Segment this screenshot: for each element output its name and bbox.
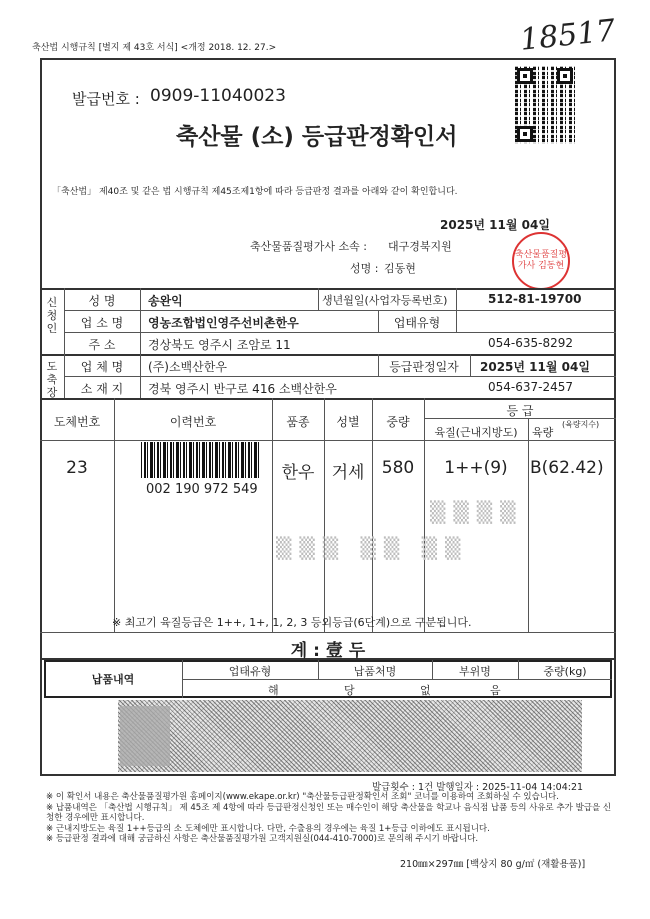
- delivery-empty-1: 해: [268, 684, 279, 697]
- delivery-label: 납품내역: [91, 673, 135, 686]
- issue-date: 2025년 11월 04일: [440, 218, 550, 232]
- evaluator-name-label: 성명 :: [350, 262, 379, 275]
- slaughterhouse-name: (주)소백산한우: [148, 360, 227, 374]
- footer-note-3: ※ 근내지방도는 육질 1++등급의 소 도체에만 표시합니다. 다만, 수출용의 경우에는 육질 1+등급 이하에도 표시됩니다.: [46, 823, 490, 834]
- security-pattern: [118, 700, 582, 772]
- official-seal: 축산물품질평가사 김동현: [512, 232, 570, 290]
- qr-code-icon: [515, 66, 575, 144]
- grade-note: ※ 최고기 육질등급은 1++, 1+, 1, 2, 3 등외등급(6단계)으로 구분됩니다.: [112, 616, 472, 629]
- company-label: 업 소 명: [80, 316, 124, 330]
- watermark-image: [120, 706, 170, 766]
- yield-grade-header: 육량: [532, 426, 554, 439]
- watermark-text-2: ▒▒▒ ▒▒ ▒▒: [276, 536, 469, 560]
- slaughterhouse-name-label: 업 체 명: [80, 360, 124, 374]
- evaluator-affiliation: 대구경북지원: [388, 240, 452, 253]
- business-type-label: 업태유형: [393, 316, 441, 330]
- weight-header: 중량: [386, 415, 410, 429]
- delivery-empty-4: 음: [490, 684, 501, 697]
- grade-header: 등 급: [506, 404, 534, 418]
- applicant-name-label: 성 명: [88, 294, 116, 308]
- trace-barcode-icon: [141, 442, 259, 478]
- footer-note-1: ※ 이 확인서 내용은 축산물품질평가원 홈페이지(www.ekape.or.kr) "축산물등급판정확인서 조회" 코너를 이용하여 조회하실 수 있습니다.: [46, 792, 559, 802]
- grade-date-label: 등급판정일자: [389, 360, 459, 374]
- sex-header: 성별: [336, 415, 360, 429]
- yield-grade: B(62.42): [530, 458, 604, 478]
- issue-info: 발급횟수 : 1건 발행일자 : 2025-11-04 14:04:21: [372, 782, 584, 793]
- watermark-text: ▒▒▒▒: [430, 500, 524, 524]
- footer-note-2: ※ 납품내역은 「축산법 시행규칙」 제 45조 제 4항에 따라 등급판정신청인 또는 매수인이 해당 축산물을 학교나 음식점 납품 등의 사유로 추가 발급을 신청한 경우에만 표시합니다.: [46, 802, 612, 823]
- carcass-number: 23: [66, 458, 88, 478]
- breed-header: 품종: [286, 415, 310, 429]
- yield-index-header: (육량지수): [562, 420, 600, 429]
- page-title: 축산물 (소) 등급판정확인서: [176, 124, 458, 150]
- delivery-header-biztype: 업태유형: [228, 665, 272, 678]
- delivery-header-destination: 납품처명: [353, 665, 397, 678]
- delivery-empty-3: 없: [420, 684, 431, 697]
- location-label: 소 재 지: [80, 382, 124, 396]
- delivery-header-part: 부위명: [459, 665, 491, 678]
- applicant-address: 경상북도 영주시 조암로 11: [148, 338, 291, 352]
- evaluator-affiliation-label: 축산물품질평가사 소속 :: [250, 240, 367, 253]
- address-label: 주 소: [88, 338, 116, 352]
- applicant-section-label: 신청인: [46, 296, 58, 335]
- quality-grade: 1++(9): [444, 458, 508, 478]
- trace-number-header: 이력번호: [169, 415, 217, 429]
- total-count: 계 : 壹 두: [290, 641, 366, 661]
- carcass-number-header: 도체번호: [53, 415, 101, 429]
- delivery-empty-2: 당: [344, 684, 355, 697]
- footer-note-4: ※ 등급판정 결과에 대해 궁금하신 사항은 축산물품질평가원 고객지원실(044-410-7000)로 문의해 주시기 바랍니다.: [46, 834, 479, 844]
- trace-number: 002 190 972 549: [146, 482, 258, 497]
- slaughterhouse-location: 경북 영주시 반구로 416 소백산한우: [148, 382, 337, 396]
- intro-text: 「축산법」 제40조 및 같은 법 시행규칙 제45조제1항에 따라 등급판정 결과를 아래와 같이 확인합니다.: [52, 187, 458, 197]
- breed: 한우: [281, 463, 315, 483]
- issue-number-label: 발급번호 :: [72, 90, 140, 108]
- applicant-business-number: 512-81-19700: [488, 292, 582, 306]
- issue-number: 0909-11040023: [150, 86, 286, 106]
- grade-date: 2025년 11월 04일: [480, 360, 590, 374]
- paper-spec: 210㎜×297㎜ [백상지 80 g/㎡ (재활용품)]: [400, 859, 586, 870]
- sex: 거세: [331, 463, 365, 483]
- quality-grade-header: 육질(근내지방도): [434, 426, 518, 439]
- applicant-phone: 054-635-8292: [488, 336, 574, 350]
- footer-notes: [46, 792, 616, 845]
- handwritten-number: 18517: [518, 13, 618, 58]
- form-reference-note: 축산법 시행규칙 [별지 제 43호 서식] <개정 2018. 12. 27.>: [32, 43, 277, 53]
- company-name: 영농조합법인영주선비촌한우: [148, 316, 299, 330]
- applicant-birth-label: 생년월일(사업자등록번호): [322, 294, 448, 307]
- slaughterhouse-section-label: 도축장: [46, 360, 58, 399]
- applicant-name: 송완익: [148, 294, 183, 308]
- weight: 580: [381, 458, 415, 478]
- slaughterhouse-phone: 054-637-2457: [488, 380, 574, 394]
- evaluator-name: 김동현: [384, 262, 416, 275]
- delivery-header-weight: 중량(kg): [543, 665, 587, 678]
